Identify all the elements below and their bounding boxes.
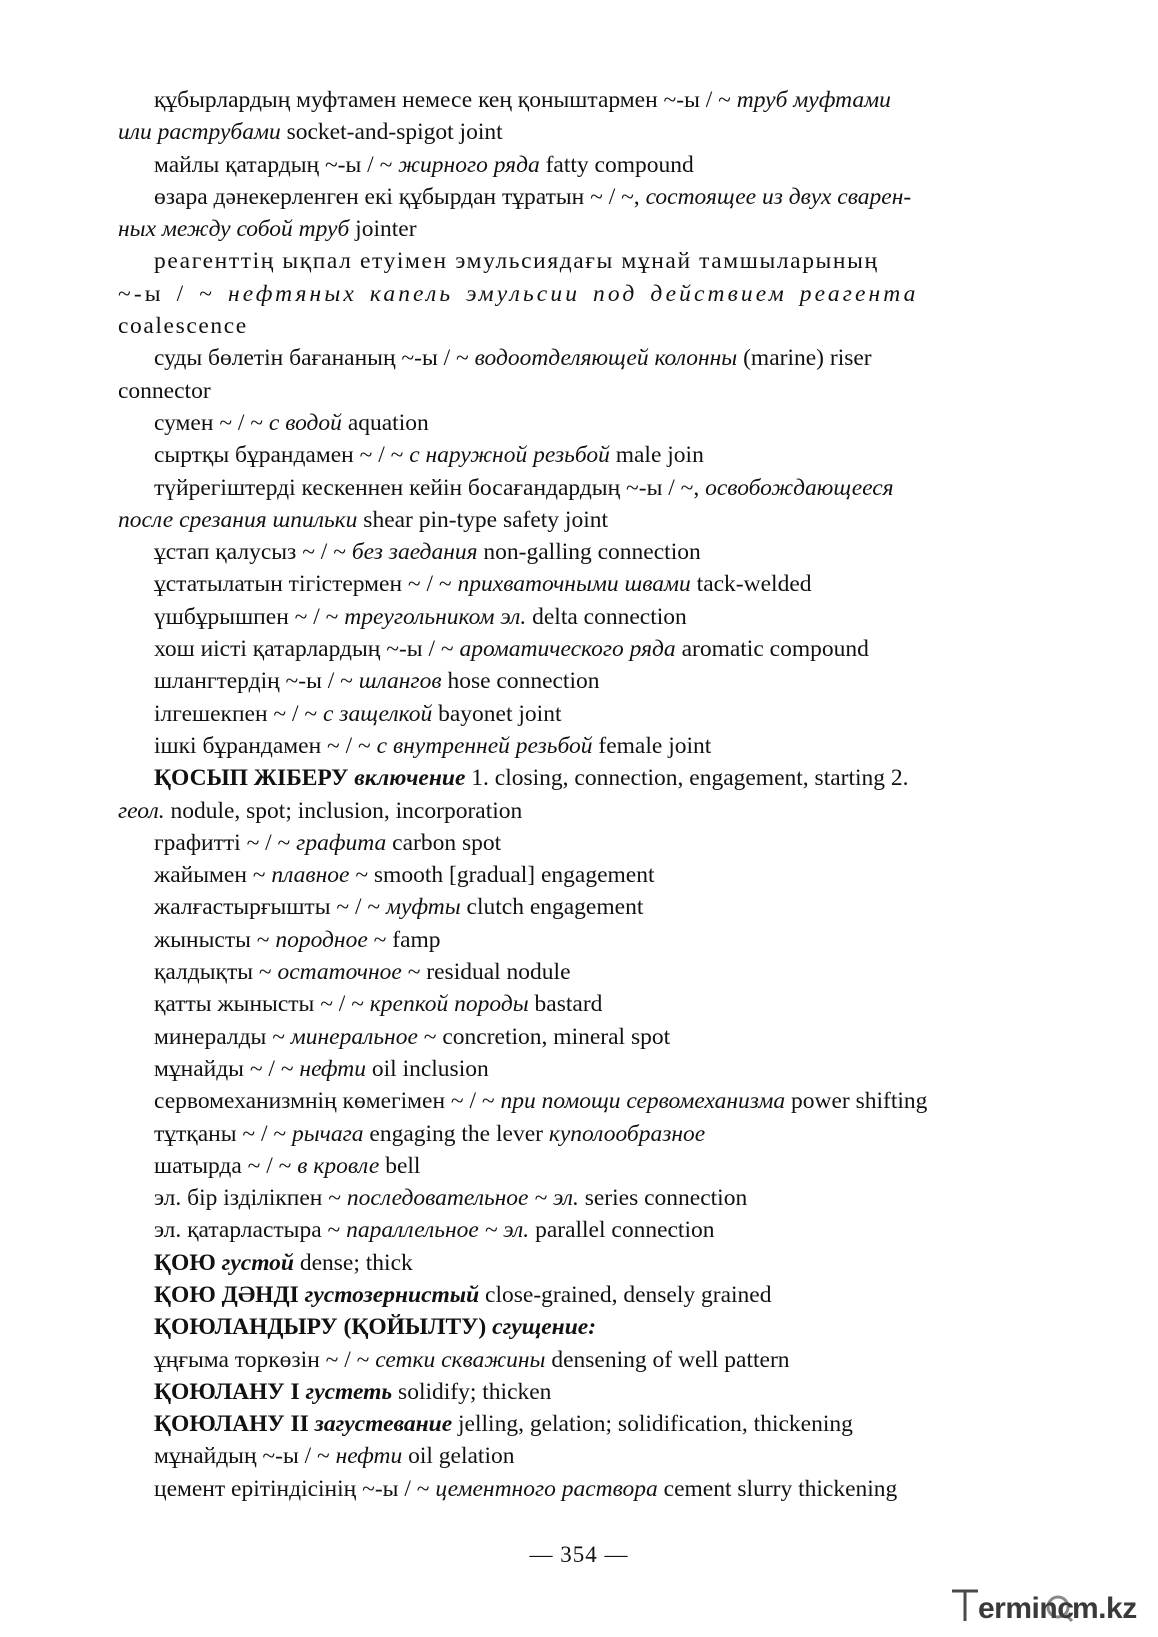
text-segment: connector — [118, 377, 211, 404]
text-segment: өзара дәнекерленген екі құбырдан тұратын ~ / ~, — [154, 183, 646, 210]
text-line — [118, 988, 1006, 1020]
text-segment: ұстап қалусыз ~ / ~ — [154, 539, 352, 566]
text-line — [118, 472, 1006, 504]
text-segment: майлы қатардың ~-ы / ~ — [154, 151, 399, 178]
text-line — [118, 1311, 1006, 1343]
italic-term: с защелкой — [323, 700, 433, 727]
italic-term: рычага — [291, 1120, 364, 1147]
italic-term: сгущение: — [492, 1314, 597, 1341]
text-segment: графитті ~ / ~ — [154, 829, 297, 856]
italic-term: после срезания шпильки — [118, 506, 358, 533]
italic-term: куполообразное — [548, 1120, 706, 1147]
text-segment: хош иісті қатарлардың ~-ы / ~ — [154, 636, 460, 663]
text-line — [118, 375, 1006, 407]
text-line — [118, 633, 1006, 665]
text-segment: jelling, gelation; solidification, thickening — [452, 1411, 853, 1438]
italic-term: густеть — [305, 1378, 393, 1405]
text-segment: үшбұрышпен ~ / ~ — [154, 603, 345, 630]
text-line — [118, 1344, 1006, 1376]
text-segment: densening of well pattern — [545, 1346, 790, 1373]
text-line — [118, 956, 1006, 988]
text-segment: қатты жынысты ~ / ~ — [154, 991, 370, 1018]
italic-term: с водой — [268, 409, 342, 436]
italic-term: остаточное — [277, 959, 402, 986]
text-segment: ілгешекпен ~ / ~ — [154, 700, 323, 727]
text-line — [118, 1053, 1006, 1085]
italic-term: ных между собой труб — [118, 216, 350, 243]
italic-term: водоотделяющей колонны — [474, 345, 738, 372]
text-segment: fatty compound — [539, 151, 694, 178]
text-segment: сумен ~ / ~ — [154, 409, 269, 436]
italic-term: ароматического ряда — [459, 636, 676, 663]
text-line — [118, 1473, 1006, 1505]
headword: ҚОСЫП ЖІБЕРУ — [154, 765, 349, 792]
text-line — [118, 601, 1006, 633]
text-line — [118, 342, 1006, 374]
text-line — [118, 568, 1006, 600]
italic-term: минеральное — [290, 1023, 418, 1050]
italic-term: прихваточными швами — [457, 571, 691, 598]
text-line — [118, 310, 1006, 342]
text-segment: shear pin-type safety joint — [357, 506, 609, 533]
text-line — [118, 924, 1006, 956]
text-line — [118, 149, 1006, 181]
text-line — [118, 665, 1006, 697]
text-segment: тұтқаны ~ / ~ — [154, 1120, 292, 1147]
italic-term: или раструбами — [118, 119, 281, 146]
italic-term: с наружной резьбой — [409, 442, 610, 469]
text-line — [118, 504, 1006, 536]
termincom-watermark-logo — [948, 1585, 1148, 1625]
text-segment: ұңғыма торкөзін ~ / ~ — [154, 1346, 376, 1373]
italic-term: в кровле — [297, 1152, 380, 1179]
text-segment: hose connection — [441, 668, 600, 695]
text-line — [118, 439, 1006, 471]
italic-term: труб муфтами — [736, 87, 891, 113]
italic-term: сетки скважины — [375, 1346, 546, 1373]
text-segment: parallel connection — [529, 1217, 715, 1244]
italic-term: освобождающееся — [705, 474, 894, 501]
italic-term: густозернистый — [304, 1281, 480, 1308]
italic-term: последовательное ~ эл. — [346, 1185, 579, 1212]
text-segment: шатырда ~ / ~ — [154, 1152, 298, 1179]
italic-term: крепкой породы — [369, 991, 529, 1018]
text-segment: ~ concretion, mineral spot — [417, 1023, 671, 1050]
italic-term: плавное — [271, 862, 350, 889]
text-segment: түйрегіштерді кескеннен кейін босағандардың ~-ы / ~, — [154, 474, 706, 501]
italic-term: цементного раствора — [435, 1475, 658, 1502]
italic-term: параллельное ~ эл. — [346, 1217, 530, 1244]
text-line — [118, 698, 1006, 730]
text-segment: oil inclusion — [366, 1055, 489, 1082]
italic-term: густой — [221, 1249, 294, 1276]
italic-term: жирного ряда — [398, 151, 540, 178]
svg-text:erminc: erminc — [978, 1592, 1074, 1625]
italic-term: нефти — [335, 1443, 403, 1470]
text-segment: jointer — [349, 216, 417, 243]
text-segment: жайымен ~ — [154, 862, 272, 889]
text-segment: ~ smooth [gradual] engagement — [349, 862, 655, 889]
text-line — [118, 1440, 1006, 1472]
text-segment: delta connection — [526, 603, 687, 630]
italic-term: шлангов — [358, 668, 442, 695]
text-segment: ұстатылатын тігістермен ~ / ~ — [154, 571, 458, 598]
headword: ҚОЮ — [154, 1249, 216, 1276]
text-segment: clutch engagement — [460, 894, 644, 921]
text-line — [118, 245, 1006, 277]
text-line — [118, 407, 1006, 439]
text-segment: мұнайды ~ / ~ — [154, 1055, 300, 1082]
text-line — [118, 1182, 1006, 1214]
headword: ҚОЮЛАНУ І — [154, 1378, 300, 1405]
headword: ҚОЮЛАНДЫРУ (ҚОЙЫЛТУ) — [154, 1314, 487, 1341]
text-segment: male join — [609, 442, 704, 469]
text-line — [118, 116, 1006, 148]
text-line — [118, 278, 1006, 310]
text-segment: суды бөлетін бағананың ~-ы / ~ — [154, 345, 475, 372]
text-segment: минералды ~ — [154, 1023, 291, 1050]
italic-term: породное — [275, 926, 368, 953]
text-line — [118, 730, 1006, 762]
text-line — [118, 795, 1006, 827]
text-line — [118, 891, 1006, 923]
text-segment: сыртқы бұрандамен ~ / ~ — [154, 442, 410, 469]
text-segment: aromatic compound — [675, 636, 869, 663]
svg-text:m.kz: m.kz — [1072, 1592, 1137, 1625]
dictionary-text — [118, 84, 1006, 1505]
text-line — [118, 827, 1006, 859]
text-segment: close-grained, densely grained — [479, 1281, 772, 1308]
text-segment: engaging the lever — [363, 1120, 549, 1147]
italic-term: геол. — [118, 797, 165, 824]
page-number: — 354 — — [529, 1542, 629, 1567]
text-line — [118, 1408, 1006, 1440]
text-segment: tack-welded — [690, 571, 812, 598]
text-segment: құбырлардың муфтамен немесе кең қоныштармен ~-ы / ~ — [154, 87, 737, 113]
text-line — [118, 536, 1006, 568]
text-segment: power shifting — [785, 1088, 928, 1115]
text-segment: nodule, spot; inclusion, incorporation — [164, 797, 523, 824]
text-segment: solidify; thicken — [392, 1378, 552, 1405]
italic-term: включение — [354, 765, 466, 792]
italic-term: при помощи сервомеханизма — [500, 1088, 786, 1115]
text-segment: ~ residual nodule — [401, 959, 571, 986]
italic-term: муфты — [385, 894, 461, 921]
headword: ҚОЮ ДӘНДІ — [154, 1281, 299, 1308]
text-segment: 1. closing, connection, engagement, starting 2. — [465, 765, 909, 792]
text-segment: oil gelation — [402, 1443, 515, 1470]
text-segment: bayonet joint — [432, 700, 562, 727]
italic-term: без заедания — [351, 539, 478, 566]
italic-term: загустевание — [314, 1411, 453, 1438]
text-segment: ішкі бұрандамен ~ / ~ — [154, 732, 377, 759]
text-line — [118, 859, 1006, 891]
text-segment: female joint — [592, 732, 712, 759]
text-segment: (marine) riser — [737, 345, 872, 372]
text-segment: bastard — [528, 991, 603, 1018]
italic-term: графита — [296, 829, 387, 856]
text-segment: dense; thick — [293, 1249, 413, 1276]
text-line — [118, 181, 1006, 213]
italic-term: с внутренней резьбой — [376, 732, 593, 759]
text-line — [118, 1150, 1006, 1182]
text-line — [118, 1376, 1006, 1408]
text-segment: coalescence — [118, 313, 248, 340]
text-segment: цемент ерітіндісінің ~-ы / ~ — [154, 1475, 436, 1502]
text-line — [118, 1118, 1006, 1150]
text-segment: bell — [379, 1152, 421, 1179]
text-line — [118, 84, 1006, 116]
text-segment: эл. қатарластыра ~ — [154, 1217, 347, 1244]
text-segment: эл. бір ізділікпен ~ — [154, 1185, 347, 1212]
text-segment: cement slurry thickening — [657, 1475, 898, 1502]
italic-term: состоящее из двух сварен- — [645, 183, 912, 210]
text-line — [118, 213, 1006, 245]
text-line — [118, 1085, 1006, 1117]
text-segment: қалдықты ~ — [154, 959, 278, 986]
text-segment: series connection — [578, 1185, 748, 1212]
text-segment: ~-ы / ~ — [118, 280, 228, 307]
text-line — [118, 1214, 1006, 1246]
text-line — [118, 762, 1006, 794]
text-segment: non-galling connection — [477, 539, 701, 566]
text-segment: socket-and-spigot joint — [280, 119, 503, 146]
text-segment: реагенттің ықпал етуімен эмульсиядағы мұнай тамшыларының — [154, 248, 879, 275]
text-segment: жынысты ~ — [154, 926, 276, 953]
text-segment: жалғастырғышты ~ / ~ — [154, 894, 386, 921]
text-line — [118, 1247, 1006, 1279]
text-segment: ~ famp — [367, 926, 441, 953]
headword: ҚОЮЛАНУ ІІ — [154, 1411, 309, 1438]
text-segment: aquation — [341, 409, 429, 436]
italic-term: нефти — [299, 1055, 367, 1082]
text-line — [118, 1021, 1006, 1053]
text-line — [118, 1279, 1006, 1311]
text-segment: сервомеханизмнің көмегімен ~ / ~ — [154, 1088, 501, 1115]
text-segment: шлангтердің ~-ы / ~ — [154, 668, 359, 695]
italic-term: нефтяных капель эмульсии под действием реагента — [228, 280, 919, 307]
italic-term: треугольником эл. — [344, 603, 527, 630]
text-segment: carbon spot — [386, 829, 502, 856]
text-segment: мұнайдың ~-ы / ~ — [154, 1443, 336, 1470]
watermark-logo-icon — [948, 1585, 1148, 1629]
